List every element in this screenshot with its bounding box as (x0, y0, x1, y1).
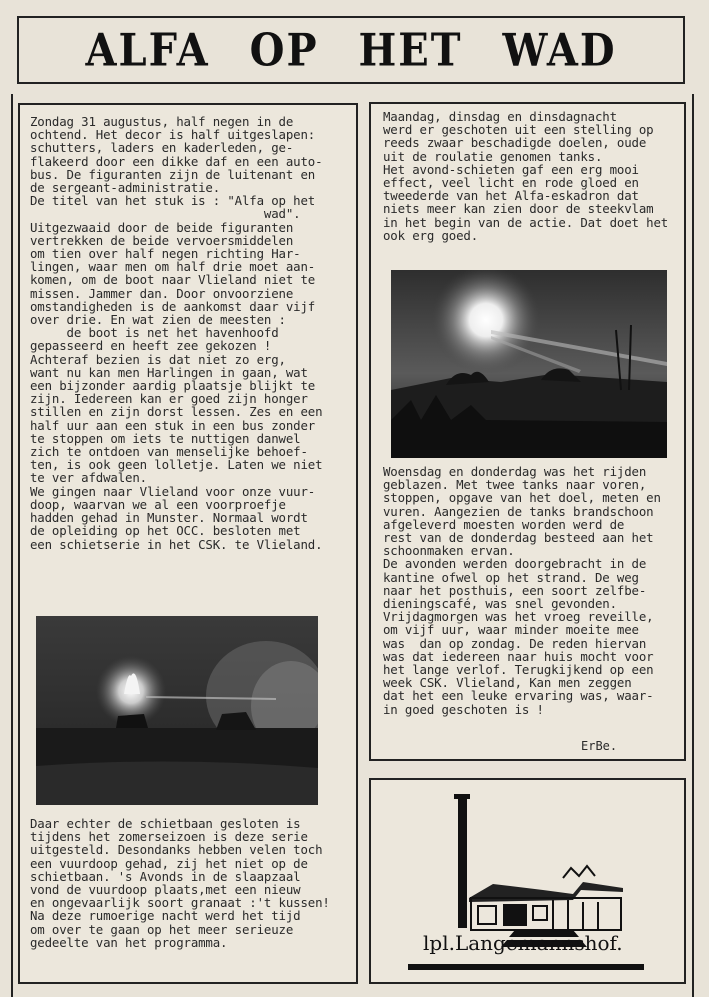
left-text-top: Zondag 31 augustus, half negen in de ochtend. Het decor is half uitgeslapen: schutters, laders en kaderleden, ge- flakeerd door een dikke daf en een auto- bus. De figuranten zijn de luitenant en de sergeant-administratie. De titel van het stuk is : "Alfa op het wad". Uitgezwaaid door de beide figuranten vertrekken de beide vervoersmiddelen om tien over half negen richting Har- lingen, waar men om half drie moet aan- komen, om de boot naar Vlieland niet te missen. Jammer dan. Door onvoorziene omstandigheden is de aankomst daar vijf over drie. En wat zien de meesten : de boot is net het havenhoofd gepasseerd en heeft zee gekozen ! Achteraf bezien is dat niet zo erg, want nu kan men Harlingen in gaan, wat een bijzonder aardig plaatsje blijkt te zijn. Iedereen kan er goed zijn honger stillen en zijn dorst lessen. Zes en een half uur aan een stuk in een bus zonder te stoppen om iets te nuttigen danwel zich te ontdoen van menselijke behoef- ten, is ook geen lolletje. Laten we niet te ver afdwalen. We gingen naar Vlieland voor onze vuur- doop, waarvan we al een voorproefje hadden gehad in Munster. Normaal wordt de opleiding op het OCC. besloten met een schietserie in het CSK. te Vlieland. (30, 114, 323, 552)
left-text-bottom: Daar echter de schietbaan gesloten is tijdens het zomerseizoen is deze serie uitgesteld. Desondanks hebben velen toch een vuurdoop gehad, zij het niet op de schietbaan. 's Avonds in de slaapzaal vond de vuurdoop plaats,met een nieuw en ongevaarlijk soort granaat :'t kussen! Na deze rumoerige nacht werd het tijd om over te gaan op het meer serieuze gedeelte van het programma. (30, 816, 330, 950)
page-title: ALFA OP HET WAD (85, 23, 617, 77)
right-text-top: Maandag, dinsdag en dinsdagnacht werd er geschoten uit een stelling op reeds zwaar beschadigde doelen, oude uit de roulatie genomen tanks. Het avond-schieten gaf een erg mooi effect, veel licht en rode gloed en tweederde van het Alfa-eskadron dat niets meer kan zien door de steekvlam in het begin van de actie. Dat doet het ook erg goed. (383, 109, 669, 243)
left-column (18, 103, 358, 984)
logo-label: lpl.Langemannshof. (423, 931, 623, 955)
author-signature: ErBe. (581, 739, 618, 753)
right-column (369, 102, 686, 761)
photo-tanks-firing (36, 616, 318, 805)
right-text-bottom: Woensdag en donderdag was het rijden geblazen. Met twee tanks naar voren, stoppen, opgave van het doel, meten en vuren. Aangezien de tanks brandschoon afgeleverd moesten worden werd de rest van de donderdag besteed aan het schoonmaken ervan. De avonden werden doorgebracht in de kantine ofwel op het strand. De weg naar het posthuis, een soort zelfbe- dieningscafé, was snel gevonden. Vrijdagmorgen was het vroeg reveille, om vijf uur, waar minder moeite mee was dan op zondag. De reden hiervan was dat iedereen naar huis mocht voor het lange verlof. Terugkijkend op een week CSK. Vlieland, Kan men zeggen dat het een leuke ervaring was, waar- in goed geschoten is ! (383, 464, 661, 717)
photo-night-firing (391, 270, 667, 458)
title-box (17, 16, 685, 84)
logo-box (369, 778, 686, 984)
